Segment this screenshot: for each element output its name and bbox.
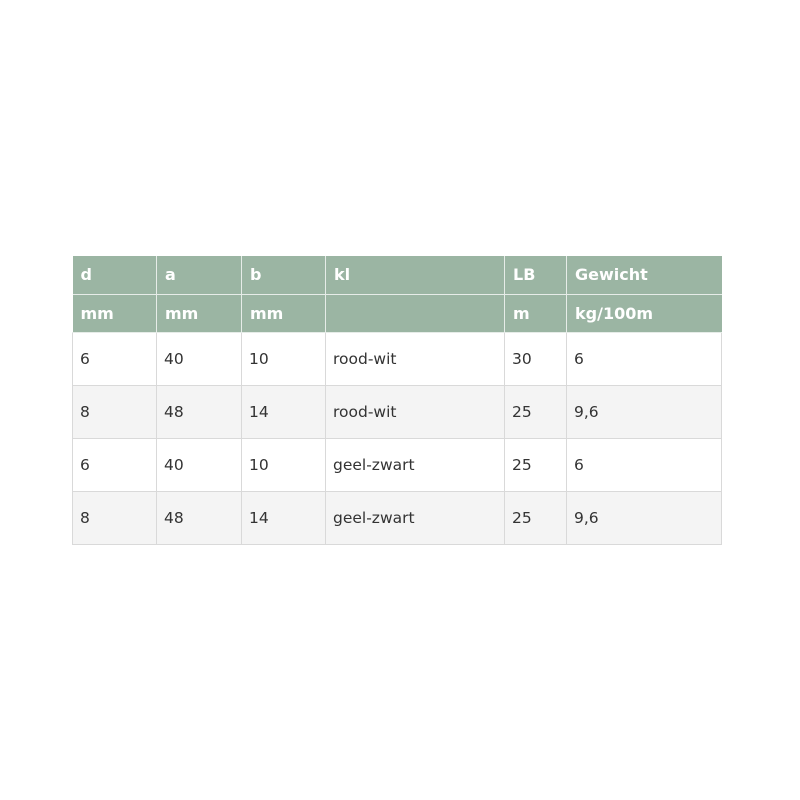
unit-gewicht: kg/100m xyxy=(567,294,722,332)
header-b: b xyxy=(242,256,326,294)
unit-lb: m xyxy=(505,294,567,332)
unit-a: mm xyxy=(157,294,242,332)
header-label-row xyxy=(73,256,722,294)
header-a: a xyxy=(157,256,242,294)
cell-d: 8 xyxy=(73,385,157,438)
table-header xyxy=(73,256,722,332)
unit-b: mm xyxy=(242,294,326,332)
unit-d: mm xyxy=(73,294,157,332)
cell-a: 40 xyxy=(157,438,242,491)
table-row xyxy=(73,491,722,544)
cell-lb: 30 xyxy=(505,332,567,385)
cell-d: 6 xyxy=(73,332,157,385)
table-row xyxy=(73,438,722,491)
cell-lb: 25 xyxy=(505,385,567,438)
cell-kl: geel-zwart xyxy=(326,491,505,544)
unit-kl xyxy=(326,294,505,332)
header-unit-row xyxy=(73,294,722,332)
header-kl: kl xyxy=(326,256,505,294)
cell-gewicht: 6 xyxy=(567,332,722,385)
header-lb: LB xyxy=(505,256,567,294)
cell-gewicht: 9,6 xyxy=(567,385,722,438)
spec-table xyxy=(72,256,722,545)
cell-kl: rood-wit xyxy=(326,385,505,438)
cell-b: 14 xyxy=(242,491,326,544)
table-row xyxy=(73,385,722,438)
cell-kl: geel-zwart xyxy=(326,438,505,491)
table-body xyxy=(73,332,722,544)
cell-a: 40 xyxy=(157,332,242,385)
cell-kl: rood-wit xyxy=(326,332,505,385)
table-row xyxy=(73,332,722,385)
cell-a: 48 xyxy=(157,385,242,438)
cell-d: 8 xyxy=(73,491,157,544)
cell-b: 10 xyxy=(242,438,326,491)
header-gewicht: Gewicht xyxy=(567,256,722,294)
cell-lb: 25 xyxy=(505,491,567,544)
cell-gewicht: 6 xyxy=(567,438,722,491)
cell-gewicht: 9,6 xyxy=(567,491,722,544)
cell-b: 14 xyxy=(242,385,326,438)
cell-lb: 25 xyxy=(505,438,567,491)
header-d: d xyxy=(73,256,157,294)
cell-b: 10 xyxy=(242,332,326,385)
cell-d: 6 xyxy=(73,438,157,491)
cell-a: 48 xyxy=(157,491,242,544)
